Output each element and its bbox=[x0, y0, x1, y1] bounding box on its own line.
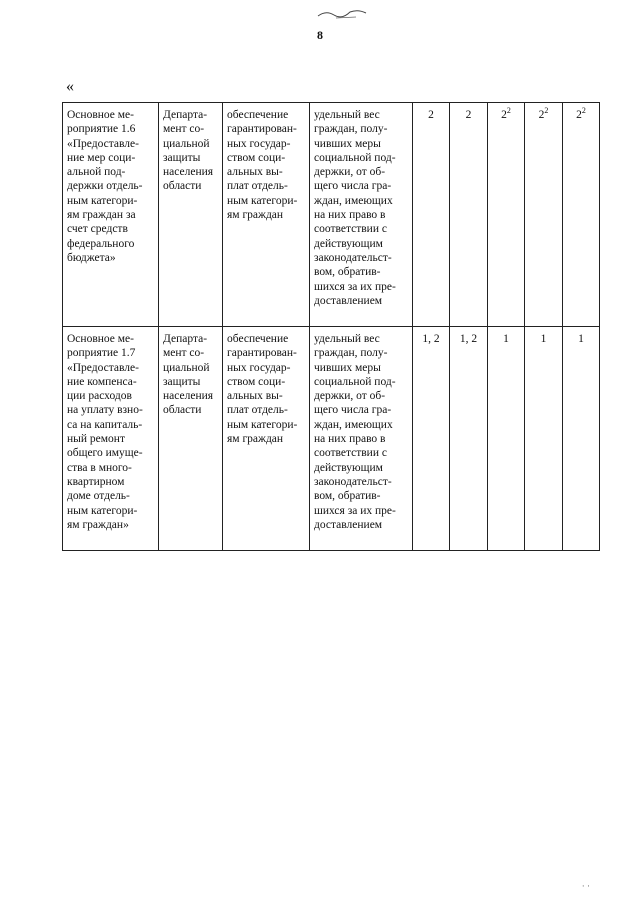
goal-cell-line: ством соци- bbox=[227, 151, 286, 164]
indicator-cell-line: держки, от об- bbox=[314, 166, 386, 179]
measure-cell-line: ным категори- bbox=[67, 504, 138, 517]
measure-cell-line: ным категори- bbox=[67, 194, 138, 207]
measure-cell-line: доме отдель- bbox=[67, 490, 130, 503]
executor-cell bbox=[159, 103, 223, 327]
table-row bbox=[63, 103, 600, 327]
goal-cell bbox=[223, 103, 310, 327]
goal-cell-line: ных государ- bbox=[227, 137, 291, 150]
indicator-cell-line: на них право в bbox=[314, 433, 386, 446]
executor-cell-line: населения bbox=[163, 390, 214, 403]
indicator-value-cell bbox=[450, 103, 488, 327]
indicator-cell-line: соответствии с bbox=[314, 447, 387, 460]
footnote-marker: 2 bbox=[506, 106, 511, 115]
measure-cell-line: роприятие 1.7 bbox=[67, 347, 136, 360]
indicator-cell-line: граждан, полу- bbox=[314, 347, 388, 360]
indicator-cell-line: доставлением bbox=[314, 518, 383, 531]
executor-cell-line: области bbox=[163, 404, 202, 417]
measure-cell-line: Основное ме- bbox=[67, 109, 134, 121]
executor-cell-line: циальной bbox=[163, 361, 210, 374]
measures-table bbox=[62, 102, 600, 551]
indicator-value-cell bbox=[525, 103, 563, 327]
measure-cell-line: «Предоставле- bbox=[67, 361, 139, 374]
measure-cell-line: ции расходов bbox=[67, 390, 132, 403]
measure-cell-line: Основное ме- bbox=[67, 333, 134, 345]
indicator-cell-line: ждан, имеющих bbox=[314, 194, 393, 207]
measure-cell-line: держки отдель- bbox=[67, 180, 143, 193]
measure-cell bbox=[63, 327, 159, 551]
goal-cell-line: гарантирован- bbox=[227, 347, 297, 360]
indicator-cell bbox=[310, 103, 413, 327]
executor-cell-line: Департа- bbox=[163, 109, 208, 121]
indicator-cell-line: щего числа гра- bbox=[314, 180, 392, 193]
indicator-cell-line: вом, обратив- bbox=[314, 490, 381, 503]
measure-cell-line: ный ремонт bbox=[67, 433, 125, 446]
indicator-value: 2 bbox=[576, 109, 582, 121]
measure-cell-line: на уплату взно- bbox=[67, 404, 143, 417]
goal-cell-line: обеспечение bbox=[227, 109, 289, 121]
executor-cell bbox=[159, 327, 223, 551]
indicator-cell-line: социальной под- bbox=[314, 375, 396, 388]
executor-cell-line: защиты bbox=[163, 375, 201, 388]
indicator-cell-line: удельный вес bbox=[314, 333, 380, 345]
measure-cell-line: бюджета» bbox=[67, 251, 116, 264]
executor-cell-line: Департа- bbox=[163, 333, 208, 345]
indicator-value-cell bbox=[488, 327, 525, 551]
goal-cell-line: обеспечение bbox=[227, 333, 289, 345]
goal-cell-line: ям граждан bbox=[227, 433, 284, 446]
indicator-cell-line: чивших меры bbox=[314, 137, 381, 150]
measures-table-body bbox=[63, 103, 600, 551]
goal-cell-line: ным категори- bbox=[227, 194, 298, 207]
measure-cell-line: счет средств bbox=[67, 223, 128, 236]
measure-cell-line: ние компенса- bbox=[67, 375, 137, 388]
indicator-cell-line: щего числа гра- bbox=[314, 404, 392, 417]
indicator-cell-line: шихся за их пре- bbox=[314, 504, 396, 517]
executor-cell-line: мент со- bbox=[163, 123, 205, 136]
goal-cell-line: альных вы- bbox=[227, 166, 283, 179]
indicator-value-cell bbox=[488, 103, 525, 327]
indicator-value: 2 bbox=[538, 109, 545, 121]
indicator-value: 2 bbox=[465, 109, 472, 121]
measure-cell-line: квартирном bbox=[67, 475, 125, 488]
indicator-value: 1, 2 bbox=[422, 333, 440, 345]
corner-mark: · · bbox=[581, 881, 590, 891]
indicator-cell-line: соответствии с bbox=[314, 223, 387, 236]
indicator-value-cell bbox=[563, 327, 600, 551]
indicator-value-cell bbox=[413, 103, 450, 327]
indicator-cell-line: удельный вес bbox=[314, 109, 380, 121]
indicator-cell-line: действующим bbox=[314, 461, 383, 474]
goal-cell-line: ным категори- bbox=[227, 418, 298, 431]
indicator-cell-line: доставлением bbox=[314, 294, 383, 307]
footnote-marker: 2 bbox=[581, 106, 586, 115]
page-number: 8 bbox=[317, 28, 323, 42]
footnote-marker: 2 bbox=[544, 106, 549, 115]
indicator-cell-line: законодательст- bbox=[314, 475, 392, 488]
indicator-cell-line: на них право в bbox=[314, 209, 386, 222]
executor-cell-line: циальной bbox=[163, 137, 210, 150]
indicator-value: 2 bbox=[501, 109, 507, 121]
indicator-cell-line: граждан, полу- bbox=[314, 123, 388, 136]
indicator-cell-line: законодательст- bbox=[314, 251, 392, 264]
executor-cell-line: области bbox=[163, 180, 202, 193]
measure-cell-line: ства в много- bbox=[67, 461, 132, 474]
indicator-cell-line: держки, от об- bbox=[314, 390, 386, 403]
goal-cell-line: гарантирован- bbox=[227, 123, 297, 136]
measure-cell-line: ям граждан» bbox=[67, 518, 129, 531]
goal-cell bbox=[223, 327, 310, 551]
indicator-cell-line: социальной под- bbox=[314, 151, 396, 164]
measure-cell-line: общего имуще- bbox=[67, 447, 143, 460]
measure-cell-line: федерального bbox=[67, 237, 135, 250]
indicator-value: 1 bbox=[578, 333, 584, 345]
indicator-value: 1 bbox=[540, 333, 547, 345]
goal-cell-line: альных вы- bbox=[227, 390, 283, 403]
goal-cell-line: плат отдель- bbox=[227, 180, 288, 193]
measure-cell-line: роприятие 1.6 bbox=[67, 123, 136, 136]
indicator-value: 1, 2 bbox=[459, 333, 478, 345]
opening-quote-mark: « bbox=[66, 78, 74, 95]
indicator-value-cell bbox=[450, 327, 488, 551]
indicator-cell-line: вом, обратив- bbox=[314, 266, 381, 279]
indicator-cell-line: шихся за их пре- bbox=[314, 280, 396, 293]
goal-cell-line: ных государ- bbox=[227, 361, 291, 374]
indicator-cell-line: ждан, имеющих bbox=[314, 418, 393, 431]
measure-cell-line: са на капиталь- bbox=[67, 418, 143, 431]
indicator-cell bbox=[310, 327, 413, 551]
indicator-value: 1 bbox=[503, 333, 509, 345]
indicator-cell-line: чивших меры bbox=[314, 361, 381, 374]
goal-cell-line: плат отдель- bbox=[227, 404, 288, 417]
goal-cell-line: ством соци- bbox=[227, 375, 286, 388]
indicator-value-cell bbox=[563, 103, 600, 327]
goal-cell-line: ям граждан bbox=[227, 209, 284, 222]
indicator-value: 2 bbox=[428, 109, 434, 121]
measure-cell bbox=[63, 103, 159, 327]
measure-cell-line: ям граждан за bbox=[67, 209, 136, 222]
measure-cell-line: альной под- bbox=[67, 166, 126, 179]
table-row bbox=[63, 327, 600, 551]
executor-cell-line: защиты bbox=[163, 151, 201, 164]
indicator-cell-line: действующим bbox=[314, 237, 383, 250]
measure-cell-line: «Предоставле- bbox=[67, 137, 139, 150]
indicator-value-cell bbox=[525, 327, 563, 551]
indicator-value-cell bbox=[413, 327, 450, 551]
executor-cell-line: населения bbox=[163, 166, 214, 179]
handwritten-mark-icon bbox=[316, 6, 376, 20]
executor-cell-line: мент со- bbox=[163, 347, 205, 360]
measure-cell-line: ние мер соци- bbox=[67, 151, 136, 164]
